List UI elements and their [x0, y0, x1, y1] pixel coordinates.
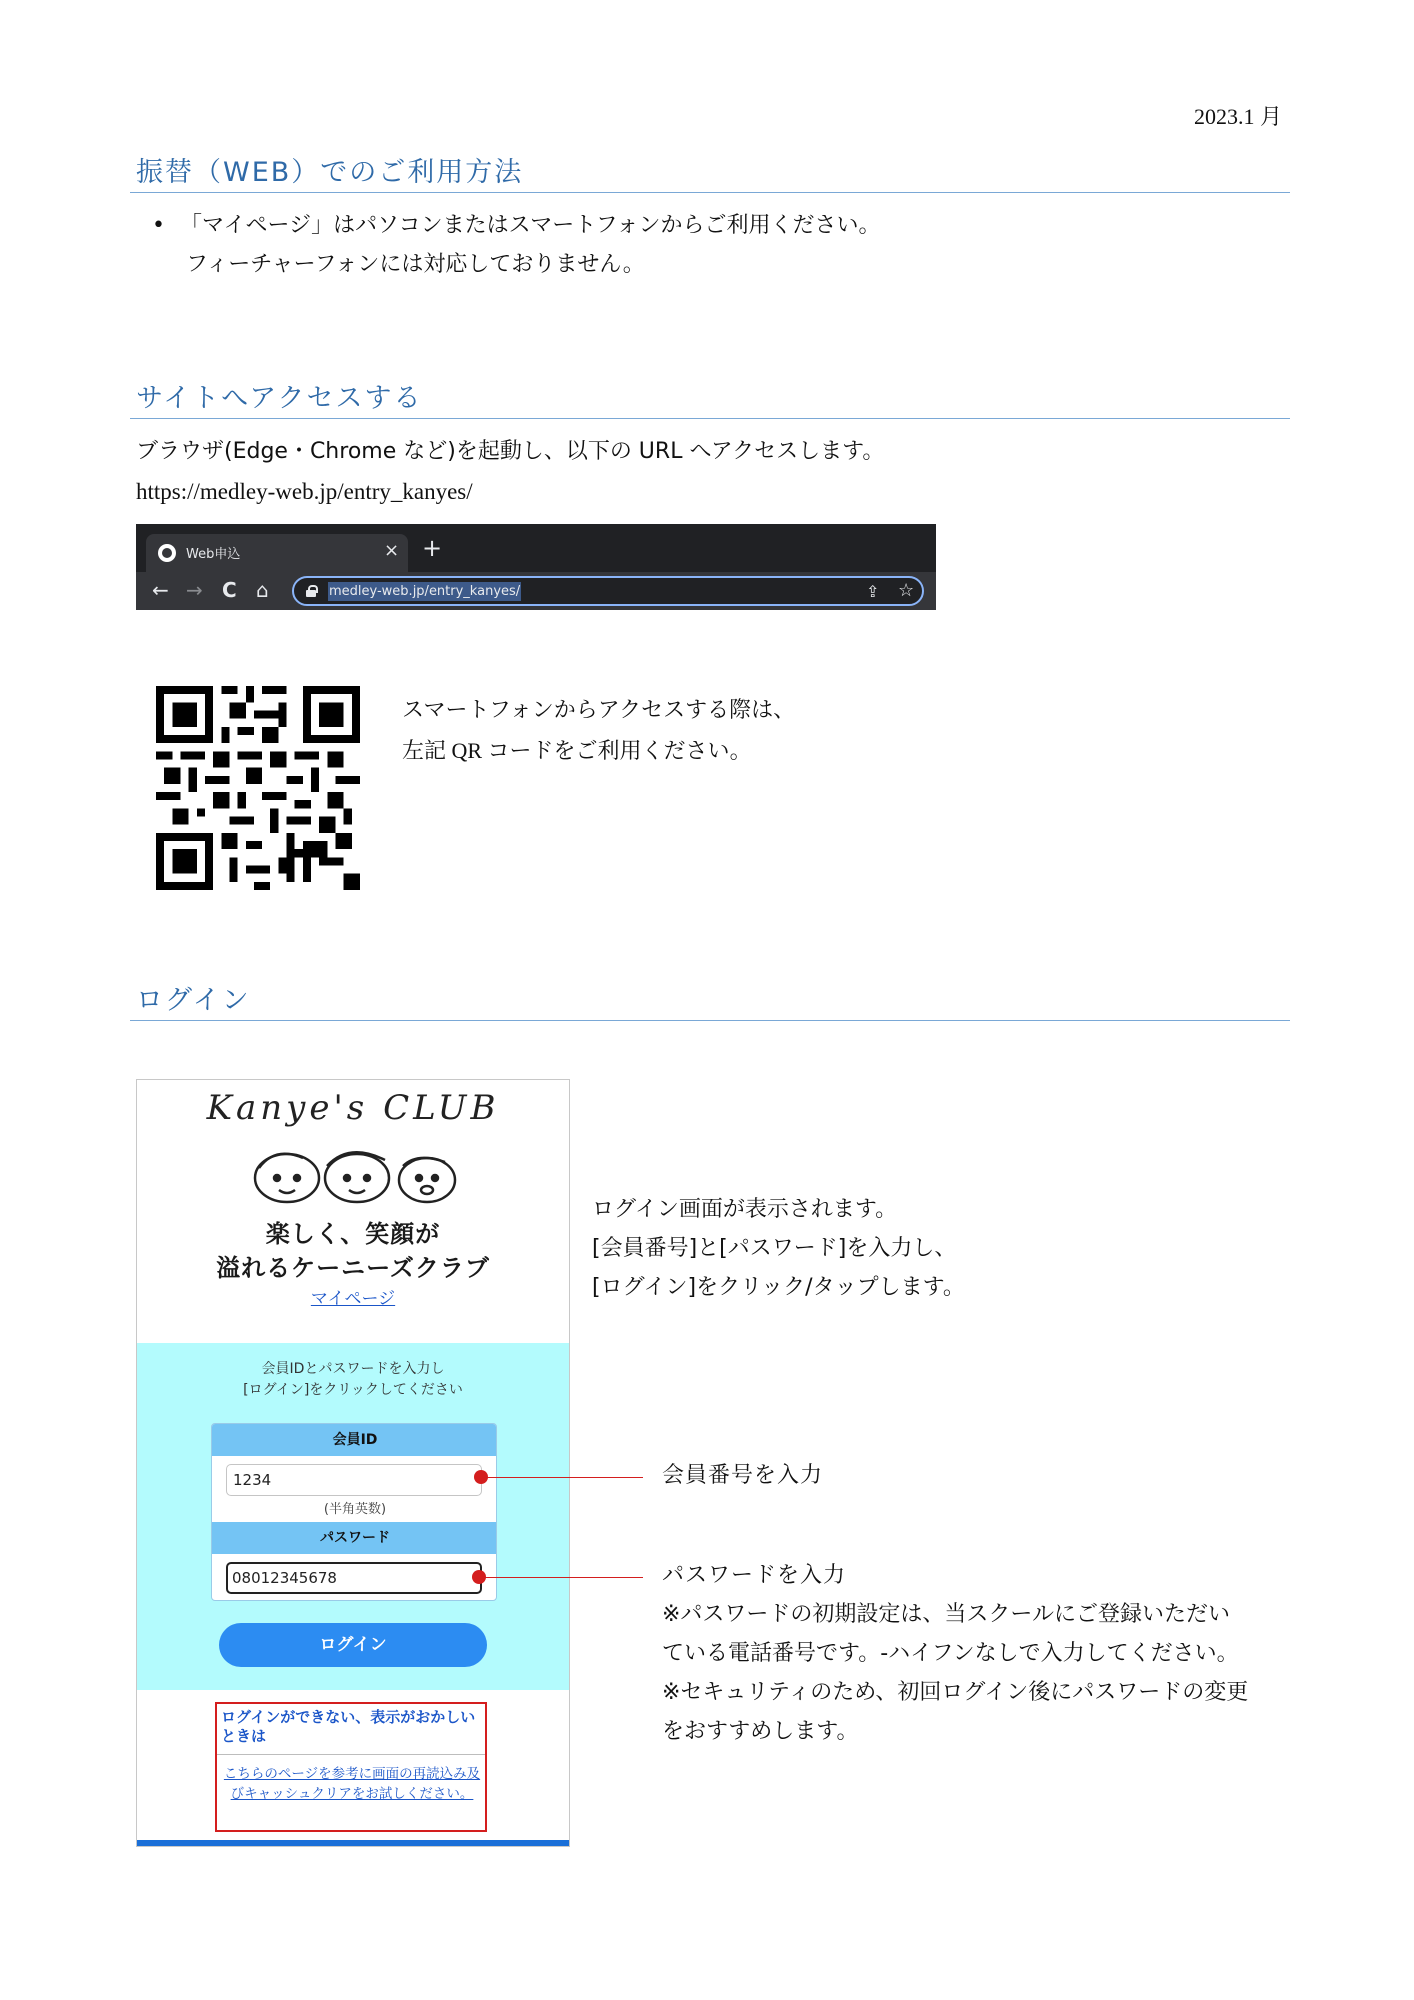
usage-note-line2: フィーチャーフォンには対応しておりません。 — [186, 252, 645, 277]
bottom-bar — [137, 1840, 569, 1846]
kids-faces-icon — [245, 1142, 465, 1206]
back-icon[interactable]: ← — [152, 578, 169, 602]
callout-line — [479, 1577, 643, 1578]
heading-rule — [130, 418, 1290, 419]
usage-note-line1: 「マイページ」はパソコンまたはスマートフォンからご利用ください。 — [180, 213, 881, 238]
heading-login: ログイン — [136, 985, 251, 1016]
star-icon[interactable]: ☆ — [898, 580, 915, 601]
lock-icon — [306, 585, 316, 597]
heading-rule — [130, 1020, 1290, 1021]
home-icon[interactable]: ⌂ — [256, 578, 269, 602]
reload-icon[interactable]: C — [222, 578, 237, 602]
qr-code — [156, 686, 360, 890]
qr-note-line1: スマートフォンからアクセスする際は、 — [402, 698, 796, 723]
login-instruction — [137, 1359, 569, 1401]
new-tab-icon[interactable]: + — [422, 534, 443, 562]
qr-note-line2: 左記 QR コードをご利用ください。 — [402, 738, 752, 763]
trouble-help-link[interactable]: こちらのページを参考に画面の再読込み及びキャッシュクリアをお試しください。 — [223, 1766, 481, 1802]
forward-icon[interactable]: → — [186, 578, 203, 602]
login-desc-line2: [会員番号]と[パスワード]を入力し、 — [592, 1236, 957, 1261]
divider — [217, 1754, 485, 1755]
logo-area — [137, 1080, 569, 1342]
tagline-line1: 楽しく、笑顔が — [265, 1220, 441, 1248]
password-note-line1: ※パスワードの初期設定は、当スクールにご登録いただい — [662, 1602, 1230, 1627]
tagline-line2: 溢れるケーニーズクラブ — [216, 1254, 490, 1282]
address-text: medley-web.jp/entry_kanyes/ — [329, 584, 521, 599]
browser-tab[interactable] — [146, 534, 408, 572]
close-icon[interactable]: × — [384, 540, 400, 561]
login-panel — [137, 1343, 569, 1690]
club-logo: Kanye's CLUB — [206, 1088, 500, 1128]
tab-title: Web申込 — [186, 547, 241, 562]
callout-member-id: 会員番号を入力 — [662, 1463, 824, 1488]
member-id-hint: (半角英数) — [323, 1502, 387, 1517]
callout-line — [481, 1477, 643, 1478]
access-instruction: ブラウザ(Edge・Chrome など)を起動し、以下の URL へアクセスします。 — [136, 439, 885, 464]
member-id-label: 会員ID — [212, 1424, 497, 1456]
mypage-link[interactable]: マイページ — [310, 1289, 396, 1309]
trouble-title: ログインができない、表示がおかしいときは — [221, 1708, 476, 1745]
login-desc-line1: ログイン画面が表示されます。 — [592, 1197, 898, 1222]
browser-toolbar — [136, 572, 936, 610]
login-trouble-box — [215, 1702, 487, 1832]
browser-screenshot — [136, 524, 936, 610]
password-note-line3: ※セキュリティのため、初回ログイン後にパスワードの変更 — [662, 1680, 1249, 1705]
share-icon[interactable]: ⇪ — [866, 582, 880, 601]
heading-rule — [130, 192, 1290, 193]
password-note-line2: ている電話番号です。-ハイフンなしで入力してください。 — [662, 1641, 1239, 1666]
password-label: パスワード — [212, 1522, 497, 1554]
login-screen-screenshot — [136, 1079, 570, 1847]
login-button[interactable]: ログイン — [219, 1623, 487, 1667]
login-instruction-line2: [ログイン]をクリックしてください — [243, 1382, 463, 1398]
login-form — [211, 1423, 497, 1601]
member-id-field[interactable]: 1234 — [226, 1464, 482, 1496]
heading-site-access: サイトへアクセスする — [136, 383, 423, 414]
login-instruction-line1: 会員IDとパスワードを入力し — [261, 1361, 445, 1377]
password-field[interactable]: 08012345678 — [226, 1562, 482, 1594]
login-desc-line3: [ログイン]をクリック/タップします。 — [592, 1275, 965, 1300]
password-note-line4: をおすすめします。 — [662, 1719, 859, 1744]
callout-password: パスワードを入力 — [662, 1563, 847, 1588]
globe-icon — [158, 544, 176, 562]
bullet-icon: • — [152, 213, 165, 238]
heading-web-usage: 振替（WEB）でのご利用方法 — [136, 157, 524, 188]
document-date: 2023.1 月 — [1193, 104, 1282, 129]
site-url[interactable]: https://medley-web.jp/entry_kanyes/ — [136, 479, 473, 504]
address-bar[interactable] — [292, 576, 924, 606]
